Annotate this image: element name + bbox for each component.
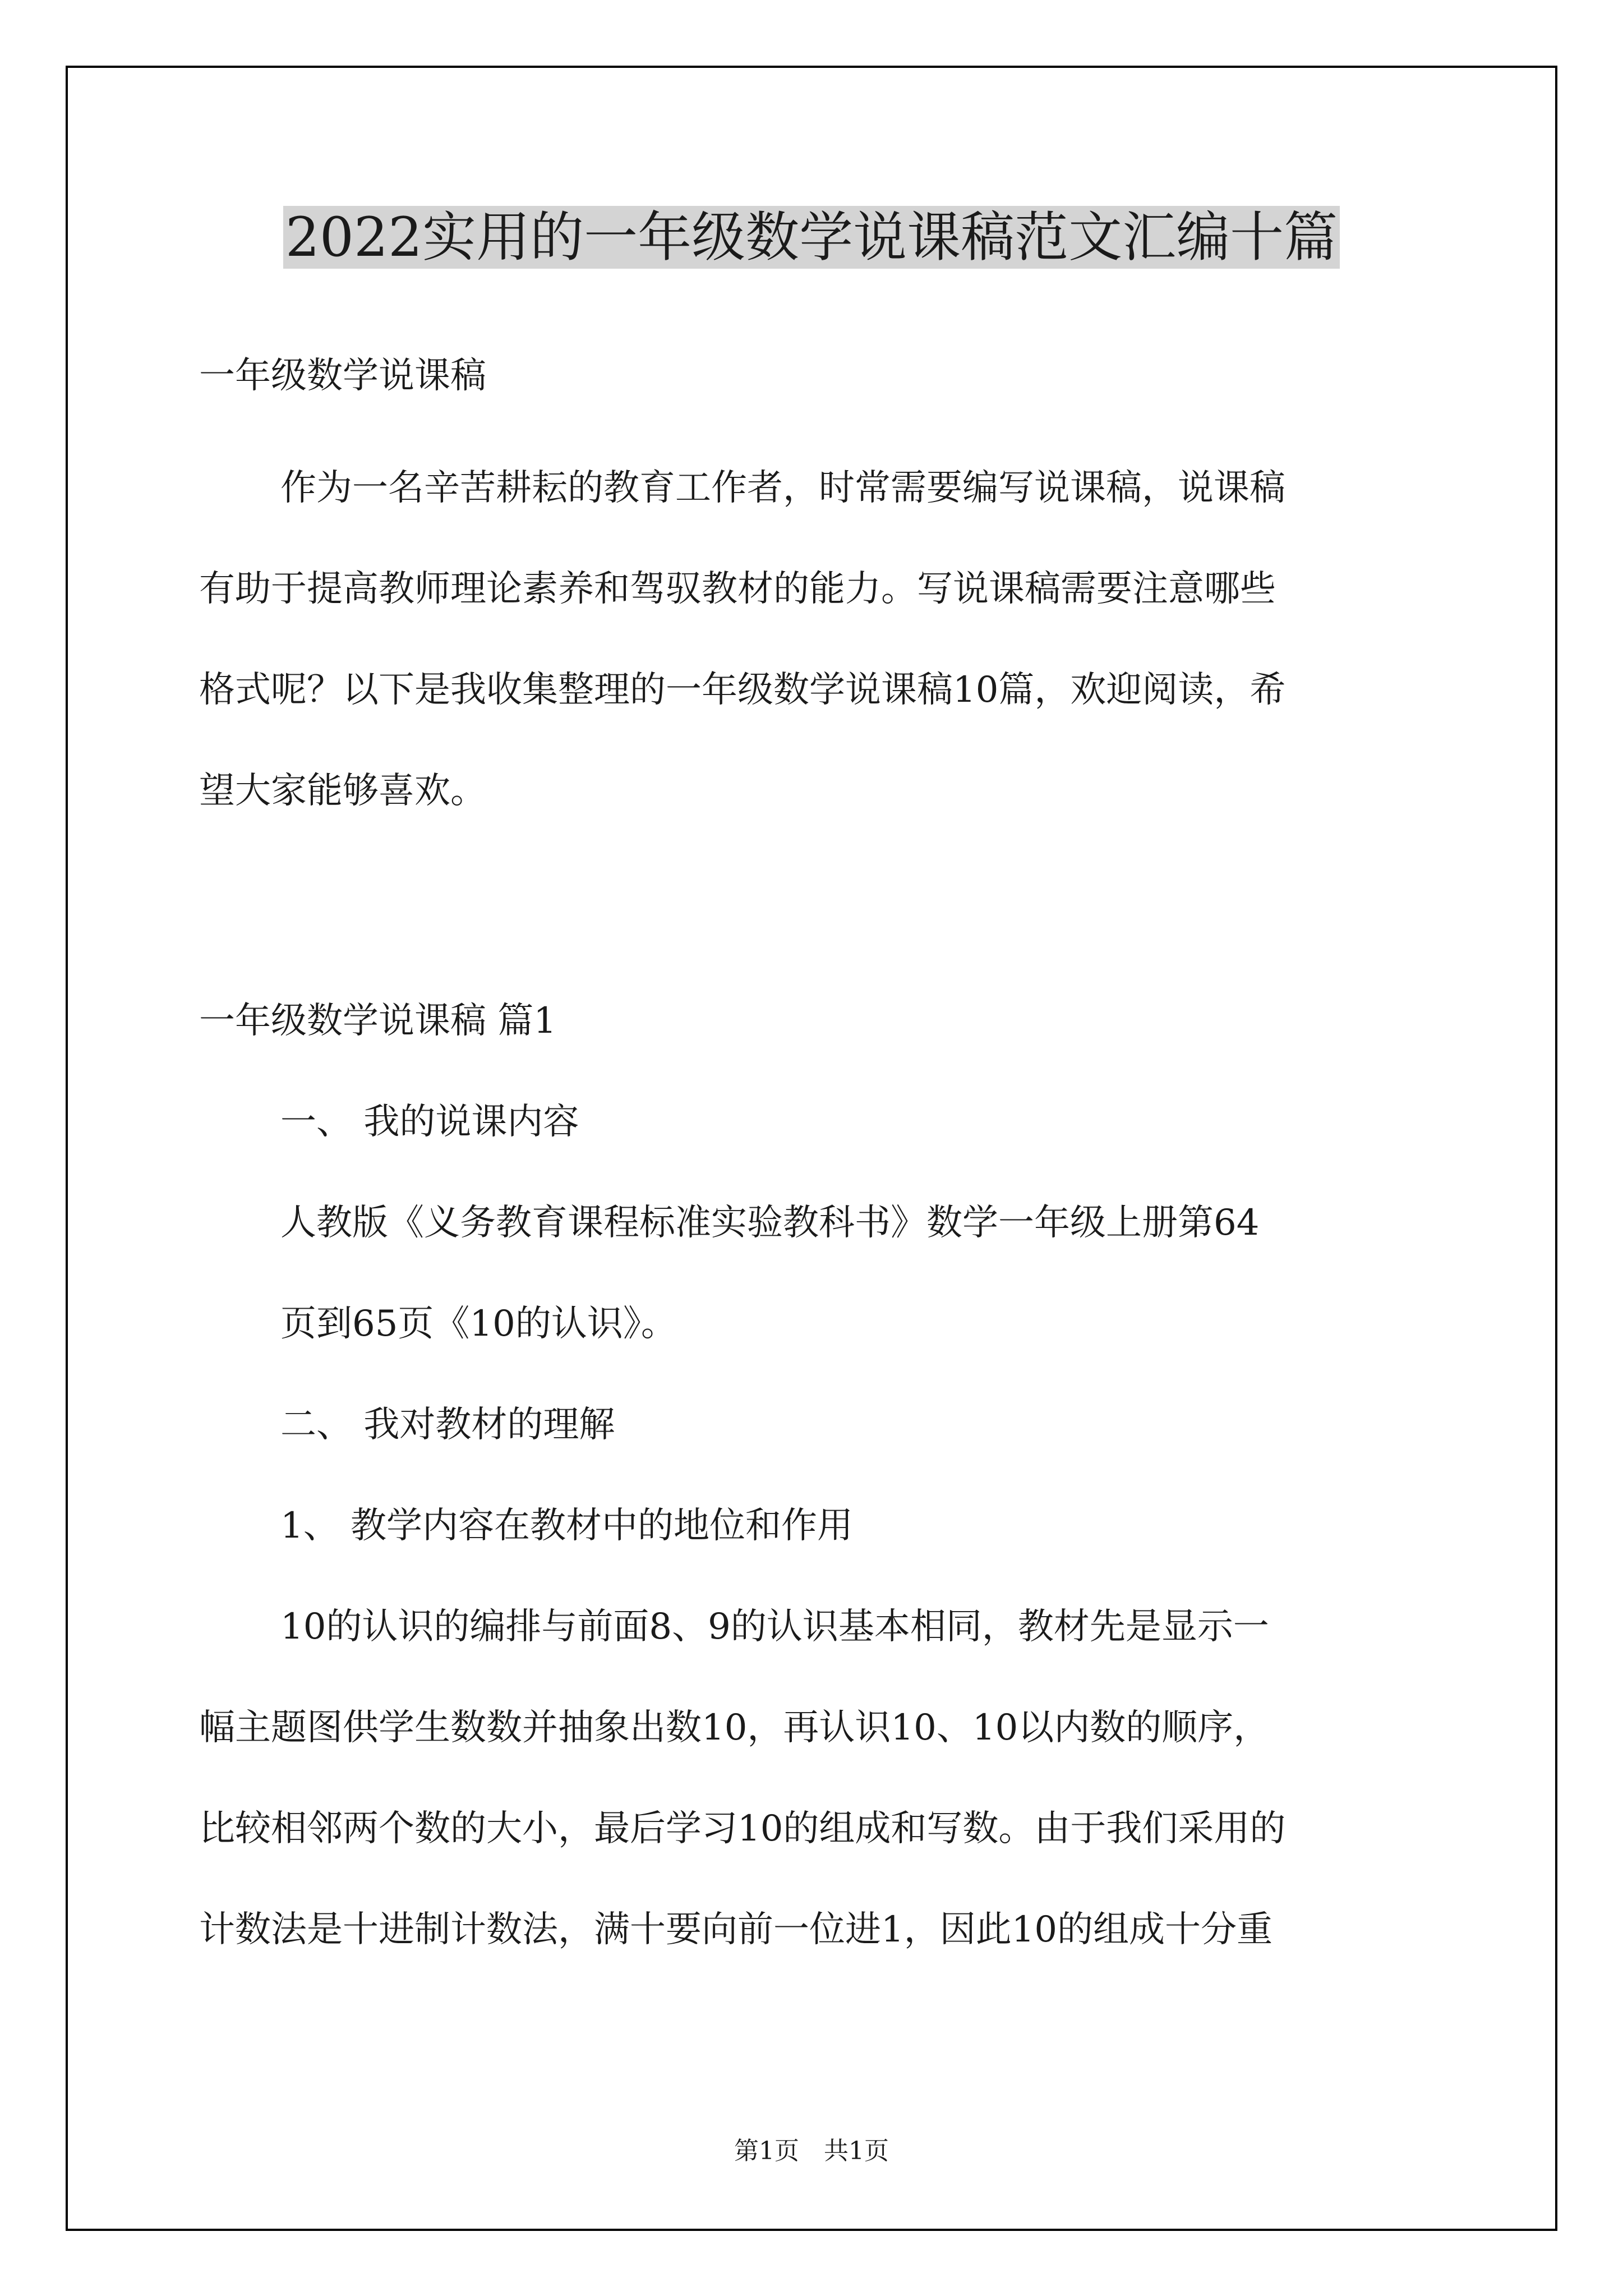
- part2-heading: 二、 我对教材的理解: [280, 1404, 615, 1446]
- page-footer: 第1页 共1页: [734, 2137, 889, 2165]
- part2-line-2: 幅主题图供学生数数并抽象出数10，再认识10、10以内数的顺序，: [199, 1707, 1270, 1749]
- part1-heading: 一、 我的说课内容: [280, 1101, 579, 1143]
- intro-line-3: 格式呢？以下是我收集整理的一年级数学说课稿10篇，欢迎阅读，希: [199, 669, 1286, 711]
- section-heading: 一年级数学说课稿 篇1: [199, 1000, 557, 1042]
- part2-line-3: 比较相邻两个数的大小，最后学习10的组成和写数。由于我们采用的: [199, 1808, 1286, 1849]
- part2-line-1: 10的认识的编排与前面8、9的认识基本相同，教材先是显示一: [280, 1606, 1269, 1648]
- intro-line-1: 作为一名辛苦耕耘的教育工作者，时常需要编写说课稿，说课稿: [280, 467, 1285, 509]
- part2-line-4: 计数法是十进制计数法，满十要向前一位进1，因此10的组成十分重: [199, 1909, 1273, 1950]
- intro-line-4: 望大家能够喜欢。: [199, 770, 486, 812]
- part2-sub-heading: 1、 教学内容在教材中的地位和作用: [280, 1505, 854, 1547]
- intro-line-2: 有助于提高教师理论素养和驾驭教材的能力。写说课稿需要注意哪些: [199, 568, 1276, 610]
- document-title: [0, 195, 1623, 279]
- document-title-text: 2022实用的一年级数学说课稿范文汇编十篇: [283, 206, 1340, 269]
- part1-line-1: 人教版《义务教育课程标准实验教科书》数学一年级上册第64: [280, 1202, 1260, 1244]
- part1-line-2: 页到65页《10的认识》。: [280, 1303, 677, 1345]
- intro-heading: 一年级数学说课稿: [199, 355, 486, 397]
